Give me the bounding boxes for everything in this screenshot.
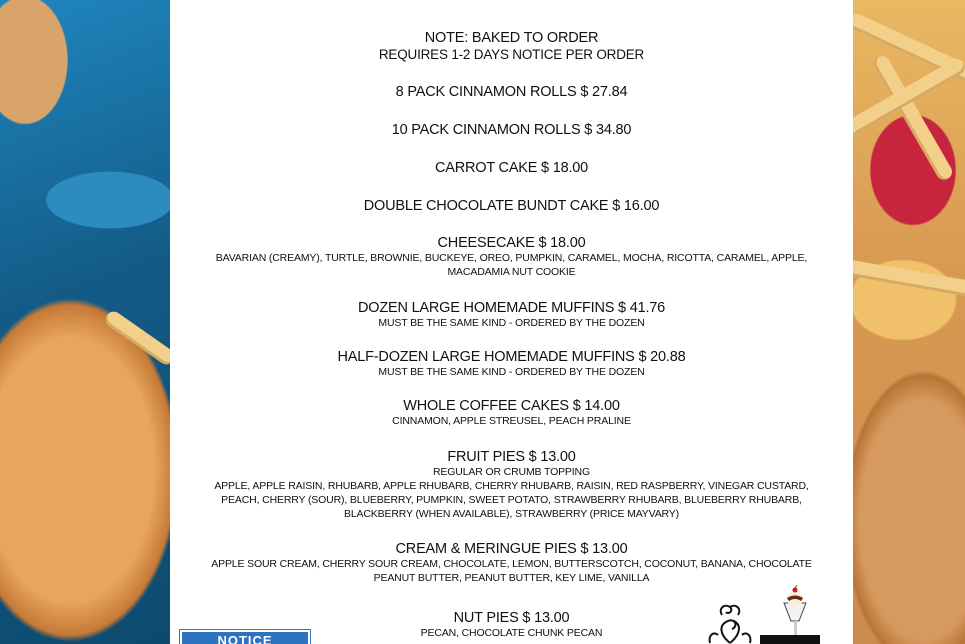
item-description: CINNAMON, APPLE STREUSEL, PEACH PRALINE xyxy=(392,415,631,427)
item-title: FRUIT PIES $ 13.00 xyxy=(447,449,576,465)
item-title: CARROT CAKE $ 18.00 xyxy=(434,160,589,176)
menu-item xyxy=(170,449,853,521)
item-description: PEANUT BUTTER, PEANUT BUTTER, KEY LIME, VANILLA xyxy=(373,572,650,584)
item-title: CREAM & MERINGUE PIES $ 13.00 xyxy=(395,541,628,557)
right-pie-photo xyxy=(853,0,965,644)
item-description: REGULAR OR CRUMB TOPPING xyxy=(432,466,591,478)
item-title: NUT PIES $ 13.00 xyxy=(453,610,570,626)
item-description: BAVARIAN (CREAMY), TURTLE, BROWNIE, BUCKEYE, OREO, PUMPKIN, CARAMEL, MOCHA, RICOTTA, CARAMEL, APPLE, xyxy=(215,252,808,264)
item-title: DOUBLE CHOCOLATE BUNDT CAKE $ 16.00 xyxy=(363,198,660,214)
menu-item xyxy=(170,198,853,214)
item-title: 10 PACK CINNAMON ROLLS $ 34.80 xyxy=(391,122,632,138)
menu-item xyxy=(170,398,853,428)
item-title: CHEESECAKE $ 18.00 xyxy=(437,235,586,251)
menu-item xyxy=(170,122,853,138)
item-description: BLACKBERRY (WHEN AVAILABLE), STRAWBERRY (PRICE MAYVARY) xyxy=(343,508,680,520)
menu-item xyxy=(170,300,853,330)
item-description: MUST BE THE SAME KIND - ORDERED BY THE DOZEN xyxy=(378,317,645,329)
menu-item xyxy=(170,160,853,176)
notice-badge: NOTICE xyxy=(180,630,310,644)
menu-item xyxy=(170,349,853,379)
menu-item xyxy=(170,235,853,279)
ice-cream-sundae-icon xyxy=(700,585,820,644)
item-description: MUST BE THE SAME KIND - ORDERED BY THE DOZEN xyxy=(378,366,645,378)
item-description: APPLE SOUR CREAM, CHERRY SOUR CREAM, CHOCOLATE, LEMON, BUTTERSCOTCH, COCONUT, BANANA, CHOCOLATE xyxy=(211,558,812,570)
item-title: WHOLE COFFEE CAKES $ 14.00 xyxy=(403,398,620,414)
menu-item xyxy=(170,541,853,585)
note-subheading: REQUIRES 1-2 DAYS NOTICE PER ORDER xyxy=(378,47,645,62)
left-pie-photo xyxy=(0,0,170,644)
menu-sheet xyxy=(170,0,853,644)
menu-item xyxy=(170,84,853,100)
item-title: HALF-DOZEN LARGE HOMEMADE MUFFINS $ 20.88 xyxy=(337,349,686,365)
item-title: 8 PACK CINNAMON ROLLS $ 27.84 xyxy=(395,84,628,100)
item-title: DOZEN LARGE HOMEMADE MUFFINS $ 41.76 xyxy=(357,300,666,316)
note-heading: NOTE: BAKED TO ORDER xyxy=(424,30,599,46)
item-description: APPLE, APPLE RAISIN, RHUBARB, APPLE RHUBARB, CHERRY RHUBARB, RAISIN, RED RASPBERRY, VINEGAR CUSTARD, xyxy=(214,480,809,492)
item-description: PEACH, CHERRY (SOUR), BLUEBERRY, PUMPKIN, SWEET POTATO, STRAWBERRY RHUBARB, BLUEBERRY RHUBARB, xyxy=(221,494,802,506)
item-description: MACADAMIA NUT COOKIE xyxy=(447,266,576,278)
item-description: PECAN, CHOCOLATE CHUNK PECAN xyxy=(420,627,603,639)
